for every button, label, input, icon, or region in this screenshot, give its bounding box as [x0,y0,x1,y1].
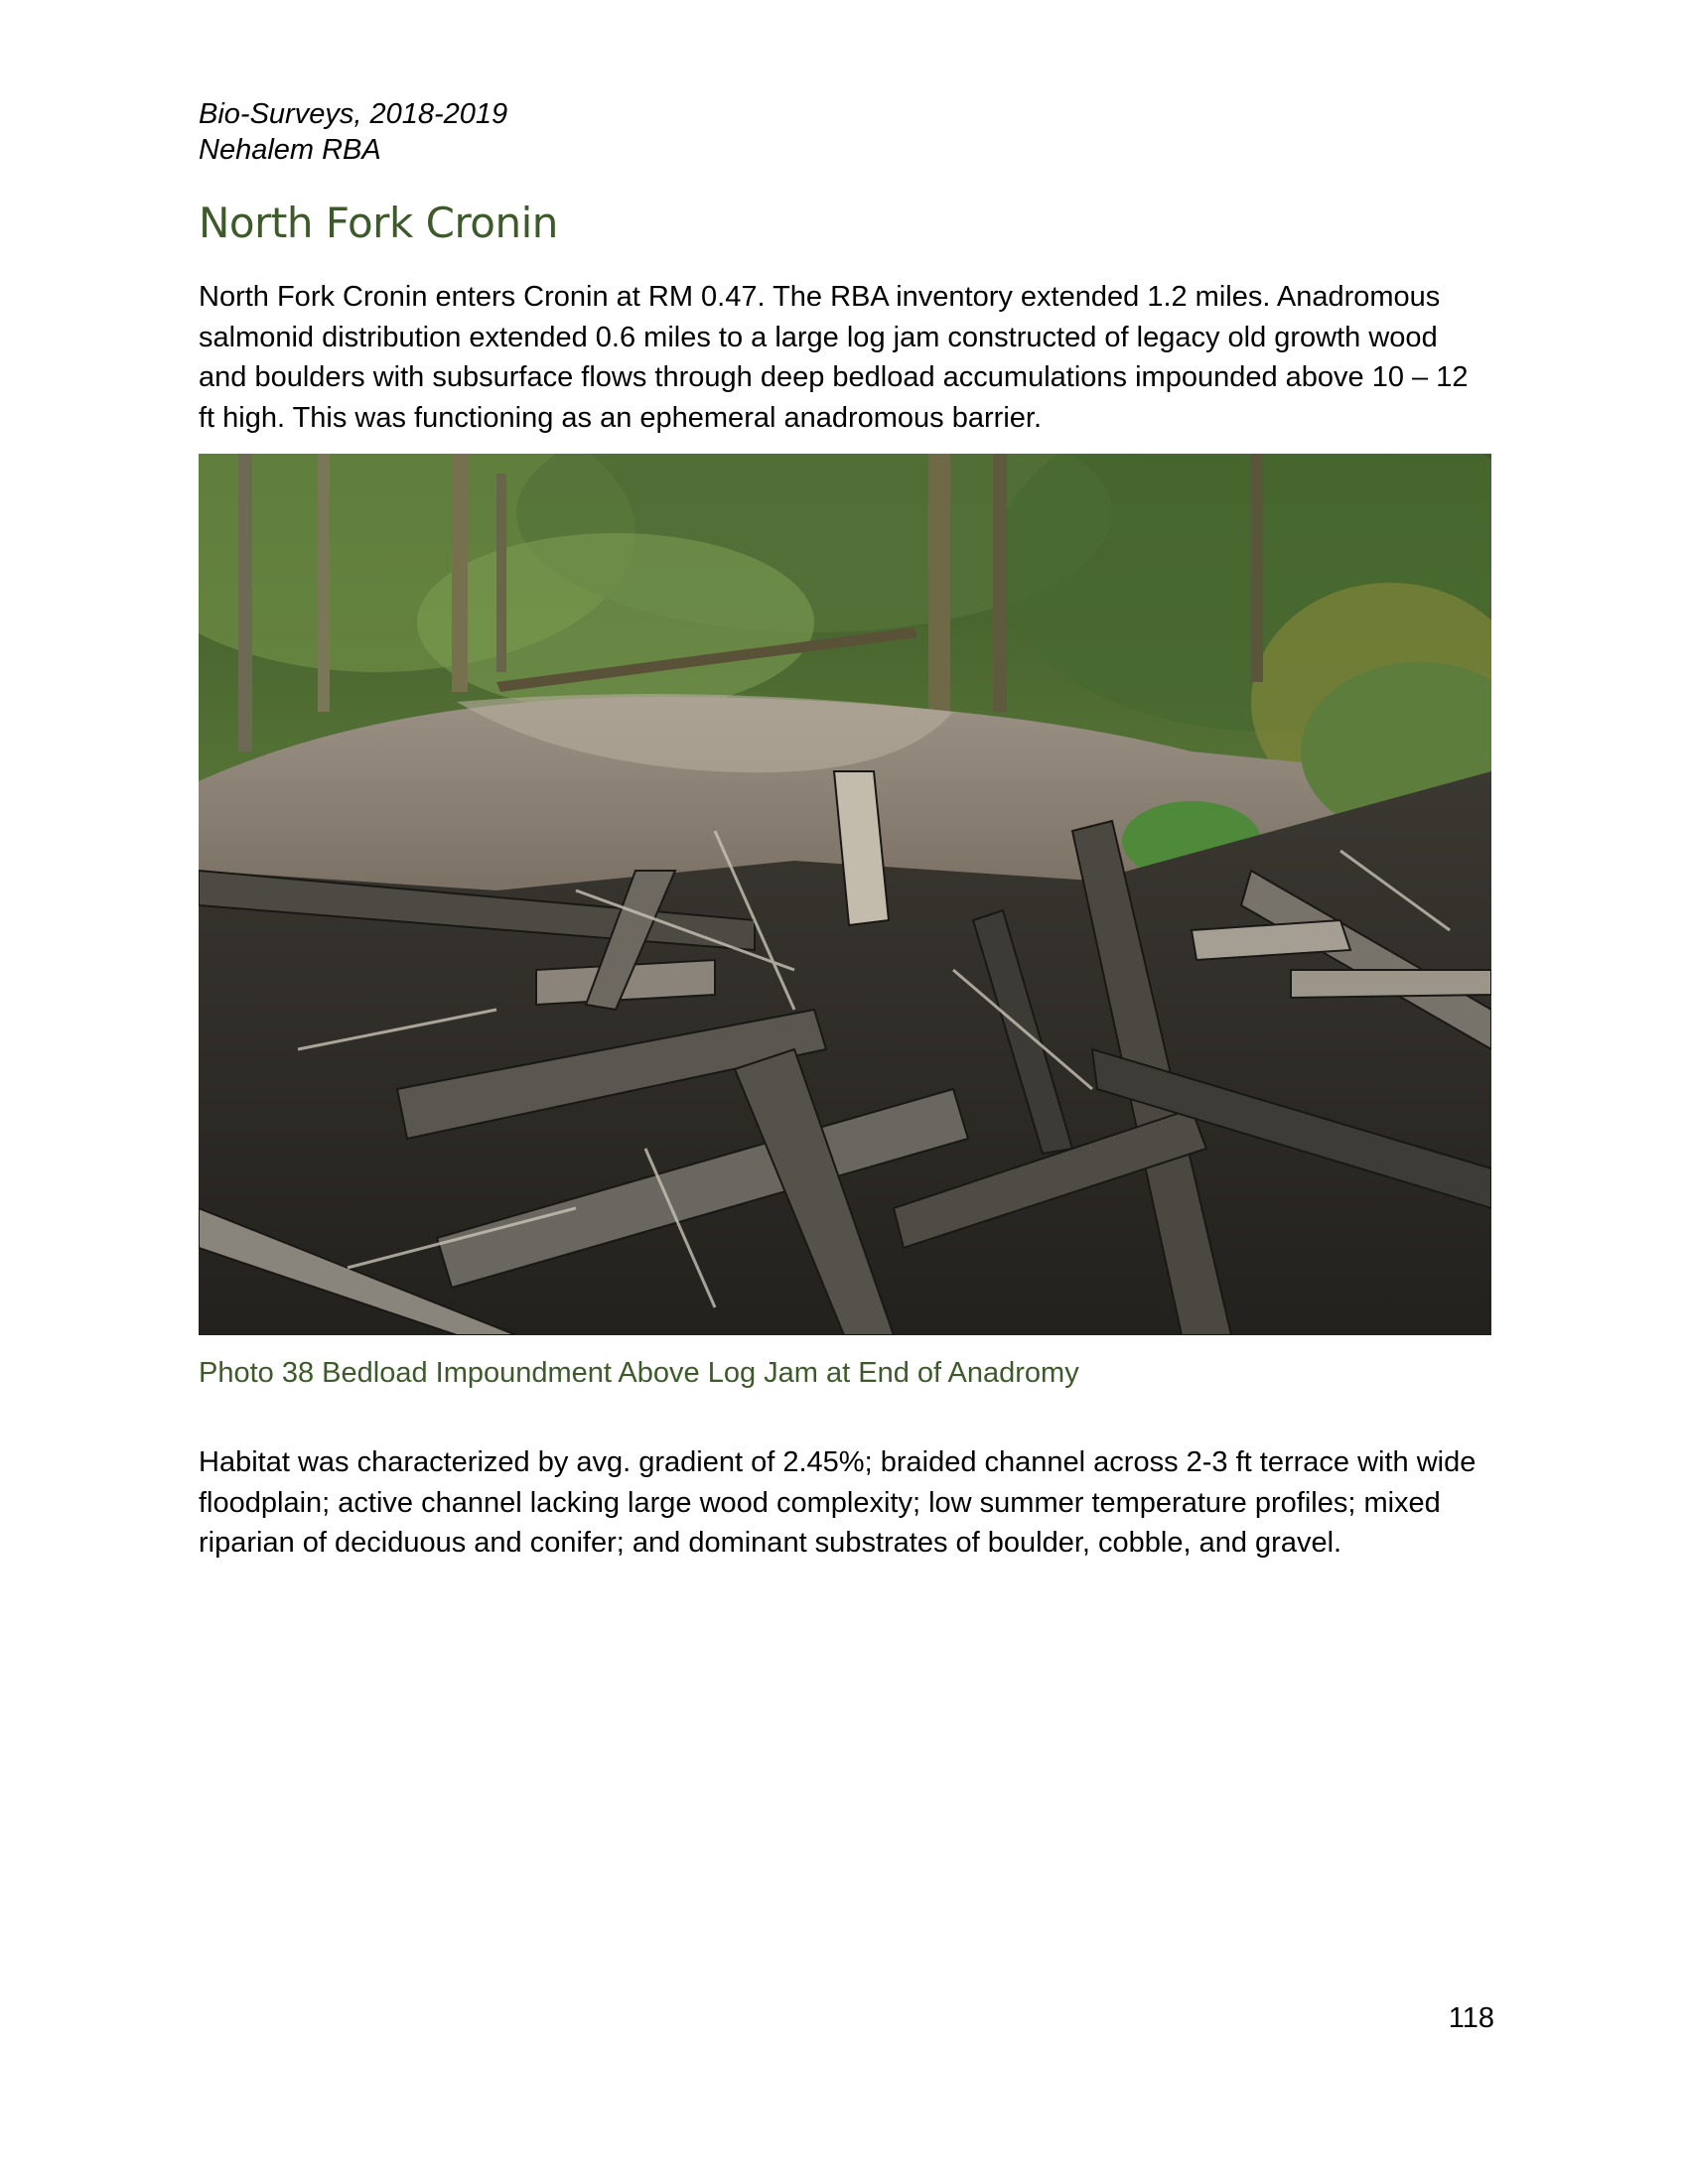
photo-caption: Photo 38 Bedload Impoundment Above Log Jam at End of Anadromy [199,1357,1079,1389]
running-header [199,96,507,168]
header-line-1: Bio-Surveys, 2018-2019 [199,98,508,130]
section-title: North Fork Cronin [199,199,558,247]
page-number: 118 [1448,2002,1494,2034]
habitat-paragraph: Habitat was characterized by avg. gradient of 2.45%; braided channel across 2-3 ft terrace with wide floodplain; active channel lacking large wood complexity; low summer temperature profiles; mixed riparian of deciduous and conifer; and dominant substrates of boulder, cobble, and gravel. [199,1446,1477,1559]
intro-paragraph: North Fork Cronin enters Cronin at RM 0.47. The RBA inventory extended 1.2 miles. Anadromous salmonid distribution extended 0.6 miles to a large log jam constructed of legacy old growth wood and boulders with subsurface flows through deep bedload accumulations impounded above 10 – 12 ft high. This was functioning as an ephemeral anadromous barrier. [199,281,1469,434]
header-line-2: Nehalem RBA [199,134,381,166]
log-jam-photo [199,454,1491,1335]
